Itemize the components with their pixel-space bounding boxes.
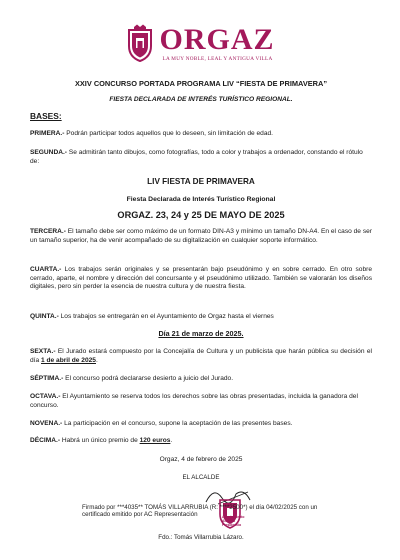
clause-label: DÉCIMA.- bbox=[30, 437, 61, 444]
signatory-name: Fdo.: Tomás Villarrubia Lázaro. bbox=[158, 534, 244, 541]
decision-date: 1 de abril de 2025 bbox=[41, 356, 96, 364]
clause-label: NOVENA.- bbox=[30, 420, 63, 427]
clause-label: SEXTA.- bbox=[30, 348, 56, 355]
crest-icon bbox=[125, 24, 155, 62]
clause-cuarta bbox=[30, 266, 372, 292]
clause-label: PRIMERA.- bbox=[30, 130, 65, 137]
clause-septima bbox=[30, 375, 372, 384]
document-title: XXIV CONCURSO PORTADA PROGRAMA LIV “FIESTA DE PRIMAVERA” bbox=[74, 79, 328, 88]
clause-novena bbox=[30, 420, 372, 429]
clause-label: SÉPTIMA.- bbox=[30, 375, 64, 382]
clause-text: El concurso podrá declararse desierto a juicio del Jurado. bbox=[63, 375, 234, 382]
clause-tercera bbox=[30, 228, 372, 245]
clause-label: SEGUNDA.- bbox=[30, 149, 67, 156]
clause-quinta bbox=[30, 313, 372, 322]
document-subtitle: FIESTA DECLARADA DE INTERÉS TURÍSTICO REGIONAL. bbox=[109, 96, 293, 103]
clause-label: OCTAVA.- bbox=[30, 393, 61, 400]
clause-end: . bbox=[170, 437, 173, 444]
clause-text: Podrán participar todos aquellos que lo deseen, sin limitación de edad. bbox=[64, 130, 274, 137]
clause-octava bbox=[30, 393, 372, 410]
digital-signature-note: Firmado por ***4035** TOMÁS VILLARRUBIA (R: ****2500*) el día 04/02/2025 con un certificado emitido por AC Representación bbox=[82, 504, 318, 519]
clause-text: Los trabajos se entregarán en el Ayuntamiento de Orgaz hasta el viernes bbox=[58, 313, 274, 320]
clause-text: El tamaño debe ser como máximo de un formato DIN-A3 y mínimo un tamaño DN-A4. En el caso de ser un tamaño superior, ha de venir acompañado de su digitalización en cualquier soporte informático. bbox=[30, 228, 372, 244]
logo-name: ORGAZ bbox=[159, 22, 275, 56]
orgaz-logo bbox=[0, 24, 400, 62]
prize-amount: 120 euros bbox=[139, 437, 171, 444]
rotulo-line-1: LIV FIESTA DE PRIMAVERA bbox=[147, 177, 255, 186]
clause-text: La participación en el concurso, supone la aceptación de las presentes bases. bbox=[62, 420, 293, 427]
rotulo-line-2: Fiesta Declarada de Interés Turístico Regional bbox=[126, 196, 276, 203]
clause-sexta bbox=[30, 348, 372, 365]
place-date: Orgaz, 4 de febrero de 2025 bbox=[159, 456, 243, 463]
clause-end: . bbox=[95, 356, 98, 364]
clause-label: TERCERA.- bbox=[30, 228, 66, 235]
rotulo-line-3: ORGAZ. 23, 24 y 25 DE MAYO DE 2025 bbox=[117, 210, 285, 220]
bases-heading: BASES: bbox=[30, 111, 62, 121]
clause-text: El Ayuntamiento se reserva todos los derechos sobre las obras presentadas, incluida la ganadora del concurso. bbox=[30, 393, 358, 409]
deadline-date: Día 21 de marzo de 2025. bbox=[158, 329, 244, 338]
clause-text: Habrá un único premio de bbox=[60, 437, 140, 444]
clause-text: Se admitirán tanto dibujos, como fotografías, todo a color y trabajos a ordenador, constando el rótulo de: bbox=[30, 149, 363, 165]
clause-text: El Jurado estará compuesto por la Concejalía de Cultura y un publicista que harán pública su decisión el día bbox=[30, 348, 372, 364]
alcalde-label: EL ALCALDE bbox=[182, 474, 220, 481]
clause-label: QUINTA.- bbox=[30, 313, 59, 320]
clause-label: CUARTA.- bbox=[30, 266, 62, 273]
clause-segunda bbox=[30, 149, 372, 166]
seal-caption: Ayuntamiento Alcaldía Presidencia bbox=[222, 515, 245, 527]
clause-decima bbox=[30, 437, 372, 446]
logo-motto: LA MUY NOBLE, LEAL Y ANTIGUA VILLA bbox=[162, 55, 273, 62]
clause-primera bbox=[30, 130, 372, 139]
clause-text: Los trabajos serán originales y se presentarán bajo pseudónimo y en sobre cerrado. En otro sobre cerrado, aparte, el nombre y dirección del concursante y el pseudónimo utilizado. También se valorarán los diseños digitales, pero sin perder la esencia de nuestra cultura y de nuestra fiesta. bbox=[30, 266, 372, 291]
